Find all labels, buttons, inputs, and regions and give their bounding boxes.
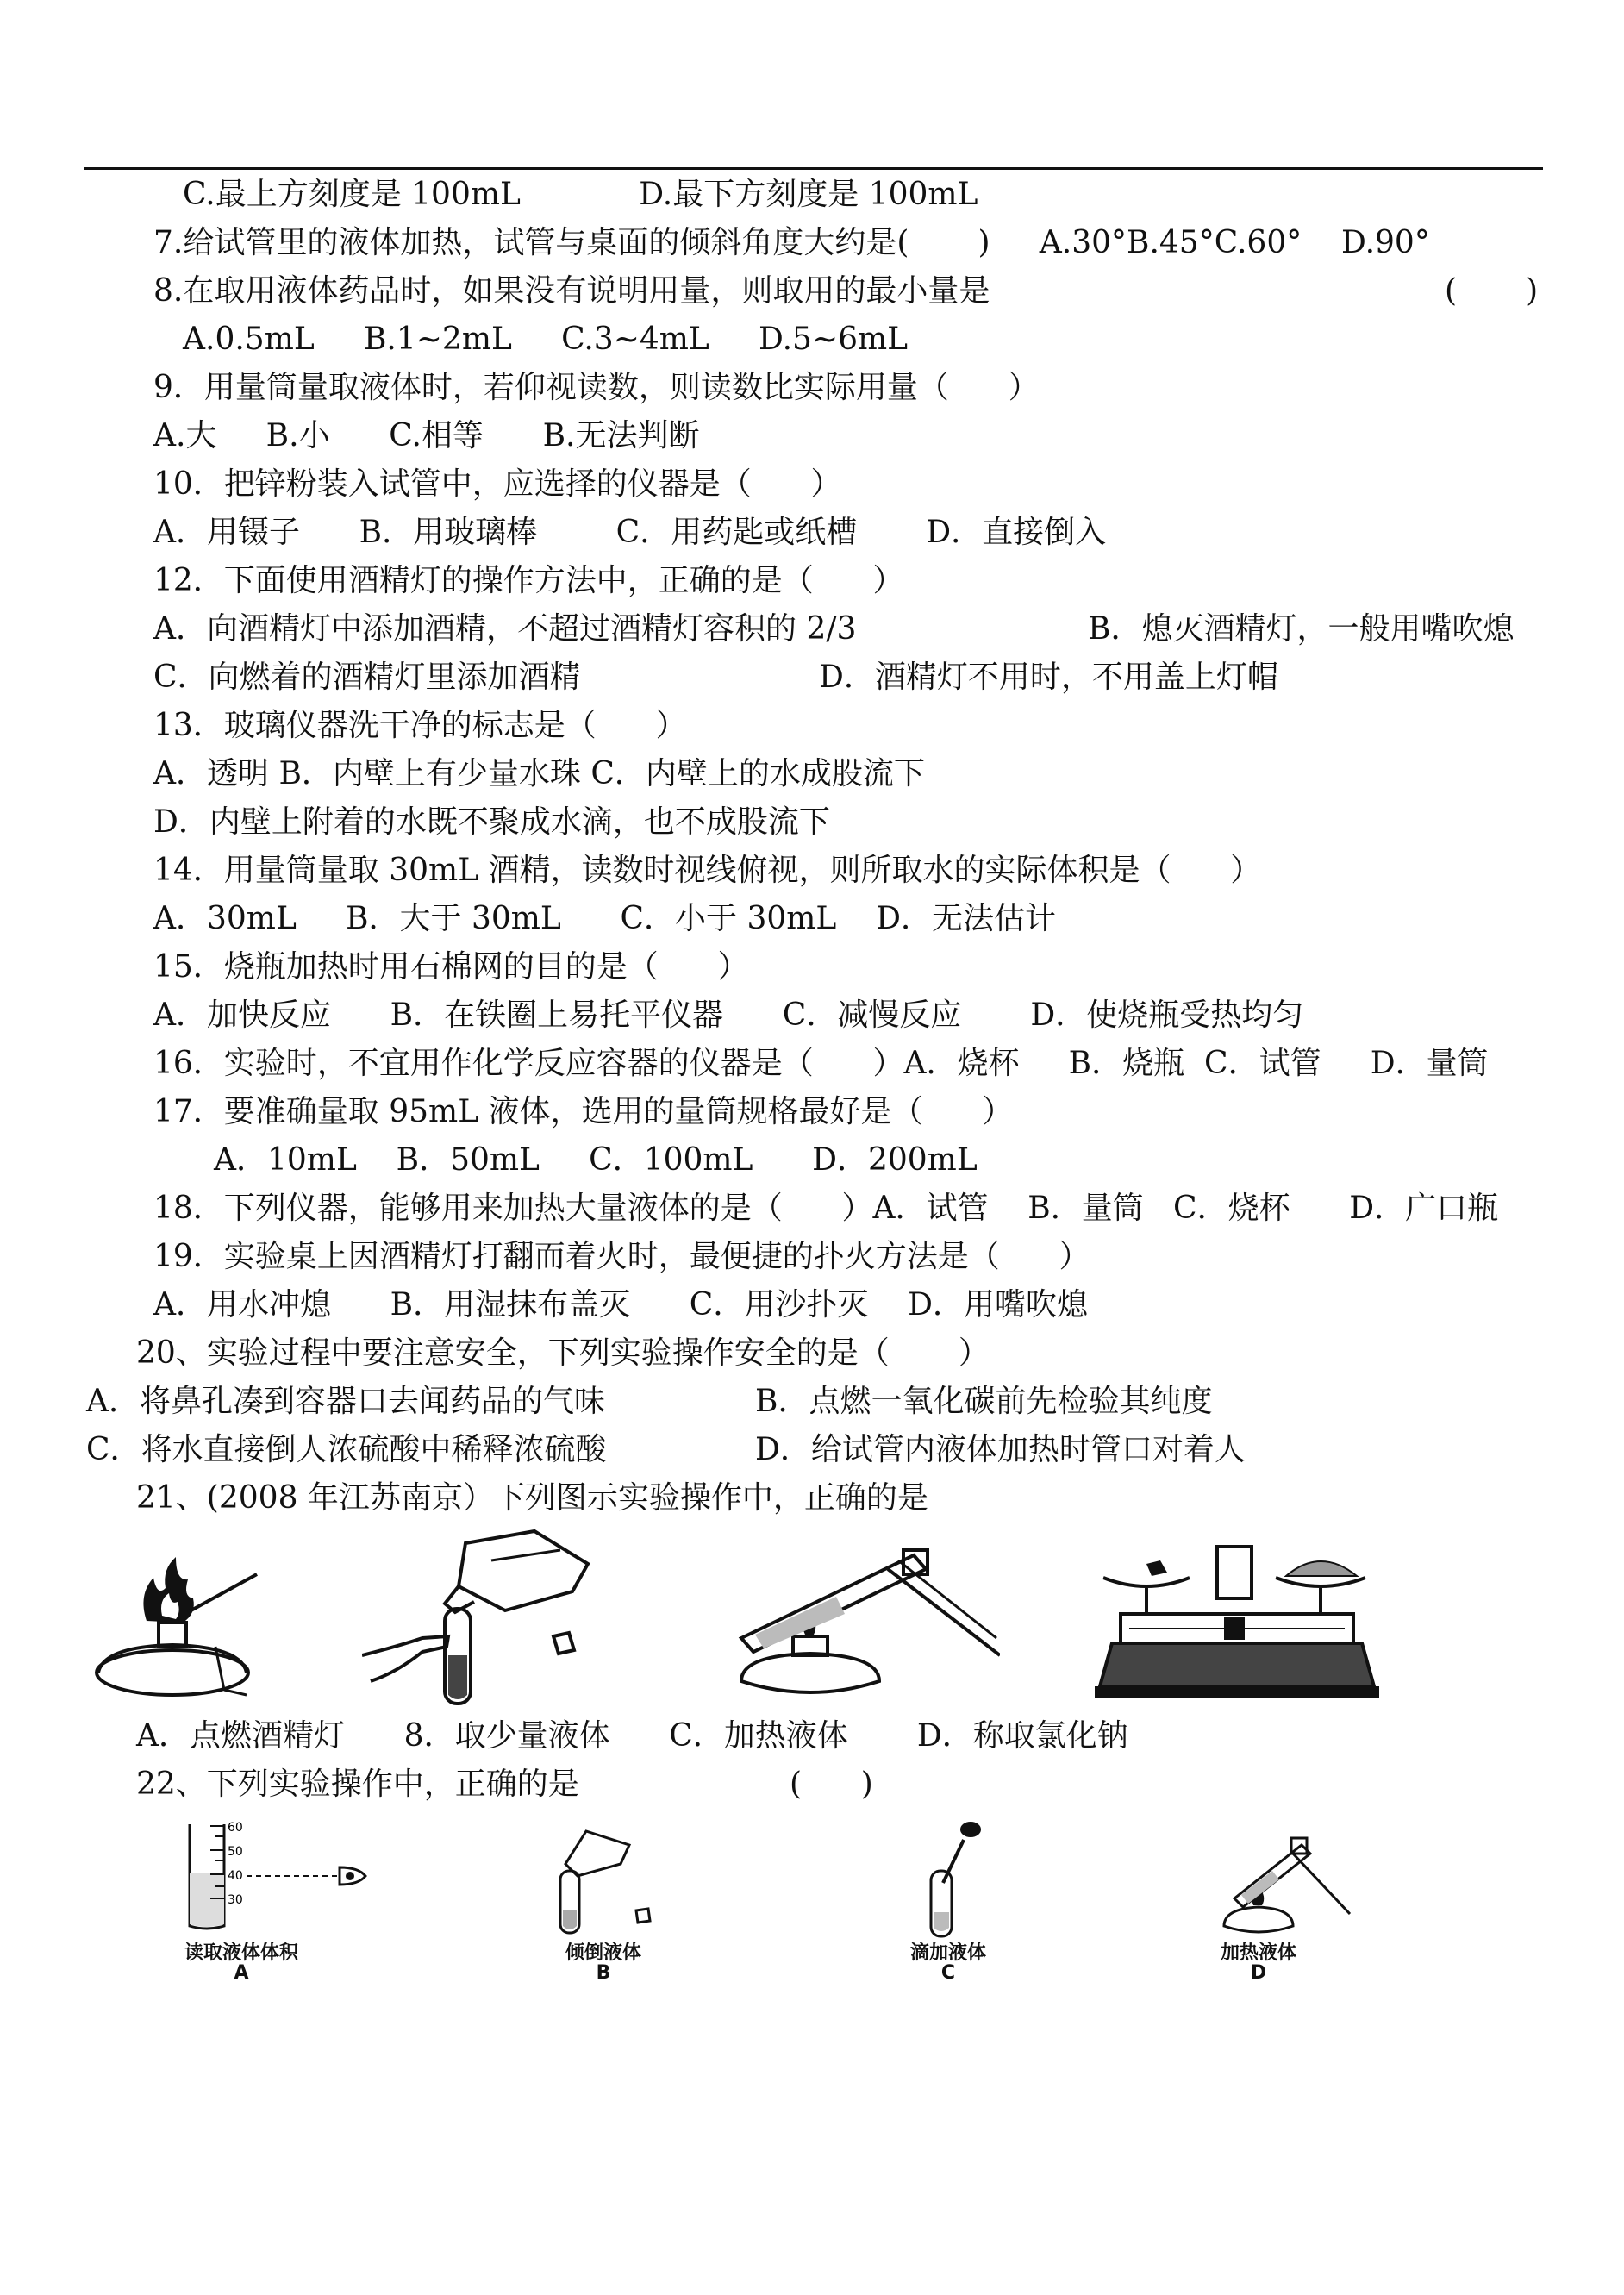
pouring-liquid-icon: [534, 1824, 672, 1936]
q22-caption-d: 加热液体: [1220, 1942, 1296, 1964]
graduated-cylinder-icon: [155, 1819, 379, 1931]
q22-letter-a: A: [234, 1962, 249, 1984]
dropper-icon: [914, 1819, 1017, 1940]
question-8-blank: ( ): [1445, 273, 1539, 309]
question-7: 7.给试管里的液体加热，试管与桌面的倾斜角度大约是( ) A.30°B.45°C.60° D.90°: [153, 225, 1430, 260]
q21-figure-c-heating: [715, 1535, 1000, 1707]
q22-letter-c: C: [940, 1962, 956, 1984]
question-20-option-b: B．点燃一氧化碳前先检验其纯度: [755, 1384, 1213, 1419]
heating-liquid-icon: [715, 1535, 1000, 1707]
question-8: 8.在取用液体药品时，如果没有说明用量，则取用的最小量是: [153, 273, 990, 309]
question-20: 20、实验过程中要注意安全，下列实验操作安全的是（ ）: [136, 1335, 990, 1371]
question-9-options: A.大 B.小 C.相等 B.无法判断: [153, 418, 700, 453]
q22-letter-b: B: [596, 1962, 611, 1984]
q21-figure-a-lamp: [86, 1543, 259, 1707]
question-8-options: A.0.5mL B.1~2mL C.3~4mL D.5~6mL: [183, 322, 909, 357]
question-17-options: A．10mL B．50mL C．100mL D．200mL: [214, 1142, 978, 1178]
q22-caption-c: 滴加液体: [909, 1942, 986, 1964]
q22-letter-d: D: [1250, 1962, 1267, 1984]
question-13: 13．玻璃仪器洗干净的标志是（ ）: [153, 708, 687, 743]
question-21: 21、(2008 年江苏南京）下列图示实验操作中，正确的是: [136, 1480, 928, 1516]
q22-caption-b: 倾倒液体: [565, 1942, 641, 1964]
question-12-option-a: A．向酒精灯中添加酒精，不超过酒精灯容积的 2/3: [153, 611, 857, 647]
heating-liquid-icon: [1190, 1819, 1362, 1940]
q21-figure-d-balance: [1095, 1535, 1379, 1707]
question-20-option-c: C．将水直接倒人浓硫酸中稀释浓硫酸: [86, 1432, 607, 1467]
question-15-options: A．加快反应 B．在铁圈上易托平仪器 C．减慢反应 D．使烧瓶受热均匀: [153, 997, 1304, 1033]
question-14-options: A．30mL B．大于 30mL C．小于 30mL D．无法估计: [153, 901, 1056, 936]
question-10-options: A．用镊子 B．用玻璃棒 C．用药匙或纸槽 D．直接倒入: [153, 515, 1107, 550]
question-9: 9．用量筒量取液体时，若仰视读数，则读数比实际用量（ ）: [153, 370, 1040, 405]
question-12-option-b: B．熄灭酒精灯，一般用嘴吹熄: [1088, 611, 1515, 647]
tick-label-30: 30: [228, 1893, 243, 1907]
tick-label-60: 60: [228, 1821, 243, 1835]
alcohol-lamp-icon: [86, 1543, 259, 1707]
question-12: 12．下面使用酒精灯的操作方法中，正确的是（ ）: [153, 563, 904, 598]
q6-options-cd: C.最上方刻度是 100mL D.最下方刻度是 100mL: [183, 177, 978, 212]
question-22-blank: ( ): [790, 1767, 873, 1802]
question-19: 19．实验桌上因酒精灯打翻而着火时，最便捷的扑火方法是（ ）: [153, 1239, 1090, 1274]
question-16: 16．实验时，不宜用作化学反应容器的仪器是（ ）A．烧杯 B．烧瓶 C．试管 D．量筒: [153, 1046, 1489, 1081]
question-13-options-abc: A．透明 B．内壁上有少量水珠 C．内壁上的水成股流下: [153, 756, 925, 791]
q22-caption-a: 读取液体体积: [184, 1942, 298, 1964]
question-13-option-d: D．内壁上附着的水既不聚成水滴，也不成股流下: [153, 804, 830, 840]
question-18: 18．下列仪器，能够用来加热大量液体的是（ ）A．试管 B．量筒 C．烧杯 D．广口瓶: [153, 1191, 1499, 1226]
tick-label-50: 50: [228, 1845, 243, 1859]
question-22: 22、下列实验操作中，正确的是: [136, 1767, 579, 1802]
q21-figure-b-pouring: [362, 1526, 612, 1707]
question-17: 17．要准确量取 95mL 液体，选用的量筒规格最好是（ ）: [153, 1094, 1014, 1129]
question-10: 10．把锌粉装入试管中，应选择的仪器是（ ）: [153, 466, 842, 502]
tick-label-40: 40: [228, 1869, 243, 1883]
question-15: 15．烧瓶加热时用石棉网的目的是（ ）: [153, 949, 749, 985]
question-14: 14．用量筒量取 30mL 酒精，读数时视线俯视，则所取水的实际体积是（ ）: [153, 853, 1262, 888]
question-12-option-d: D．酒精灯不用时，不用盖上灯帽: [819, 660, 1278, 695]
q22-figure-c-dropping: [914, 1819, 1017, 1940]
question-20-option-d: D．给试管内液体加热时管口对着人: [755, 1432, 1246, 1467]
header-rule: [84, 167, 1543, 170]
q22-figure-a-reading: [155, 1819, 379, 1931]
question-12-option-c: C．向燃着的酒精灯里添加酒精: [153, 660, 581, 695]
balance-scale-icon: [1095, 1535, 1379, 1707]
question-19-options: A．用水冲熄 B．用湿抹布盖灭 C．用沙扑灭 D．用嘴吹熄: [153, 1287, 1088, 1323]
q22-figure-d-heating: [1190, 1819, 1362, 1940]
question-21-options: A．点燃酒精灯 8．取少量液体 C．加热液体 D．称取氯化钠: [136, 1718, 1128, 1754]
q22-figure-b-pouring: [534, 1824, 672, 1936]
pouring-liquid-icon: [362, 1526, 612, 1707]
question-20-option-a: A．将鼻孔凑到容器口去闻药品的气味: [86, 1384, 605, 1419]
